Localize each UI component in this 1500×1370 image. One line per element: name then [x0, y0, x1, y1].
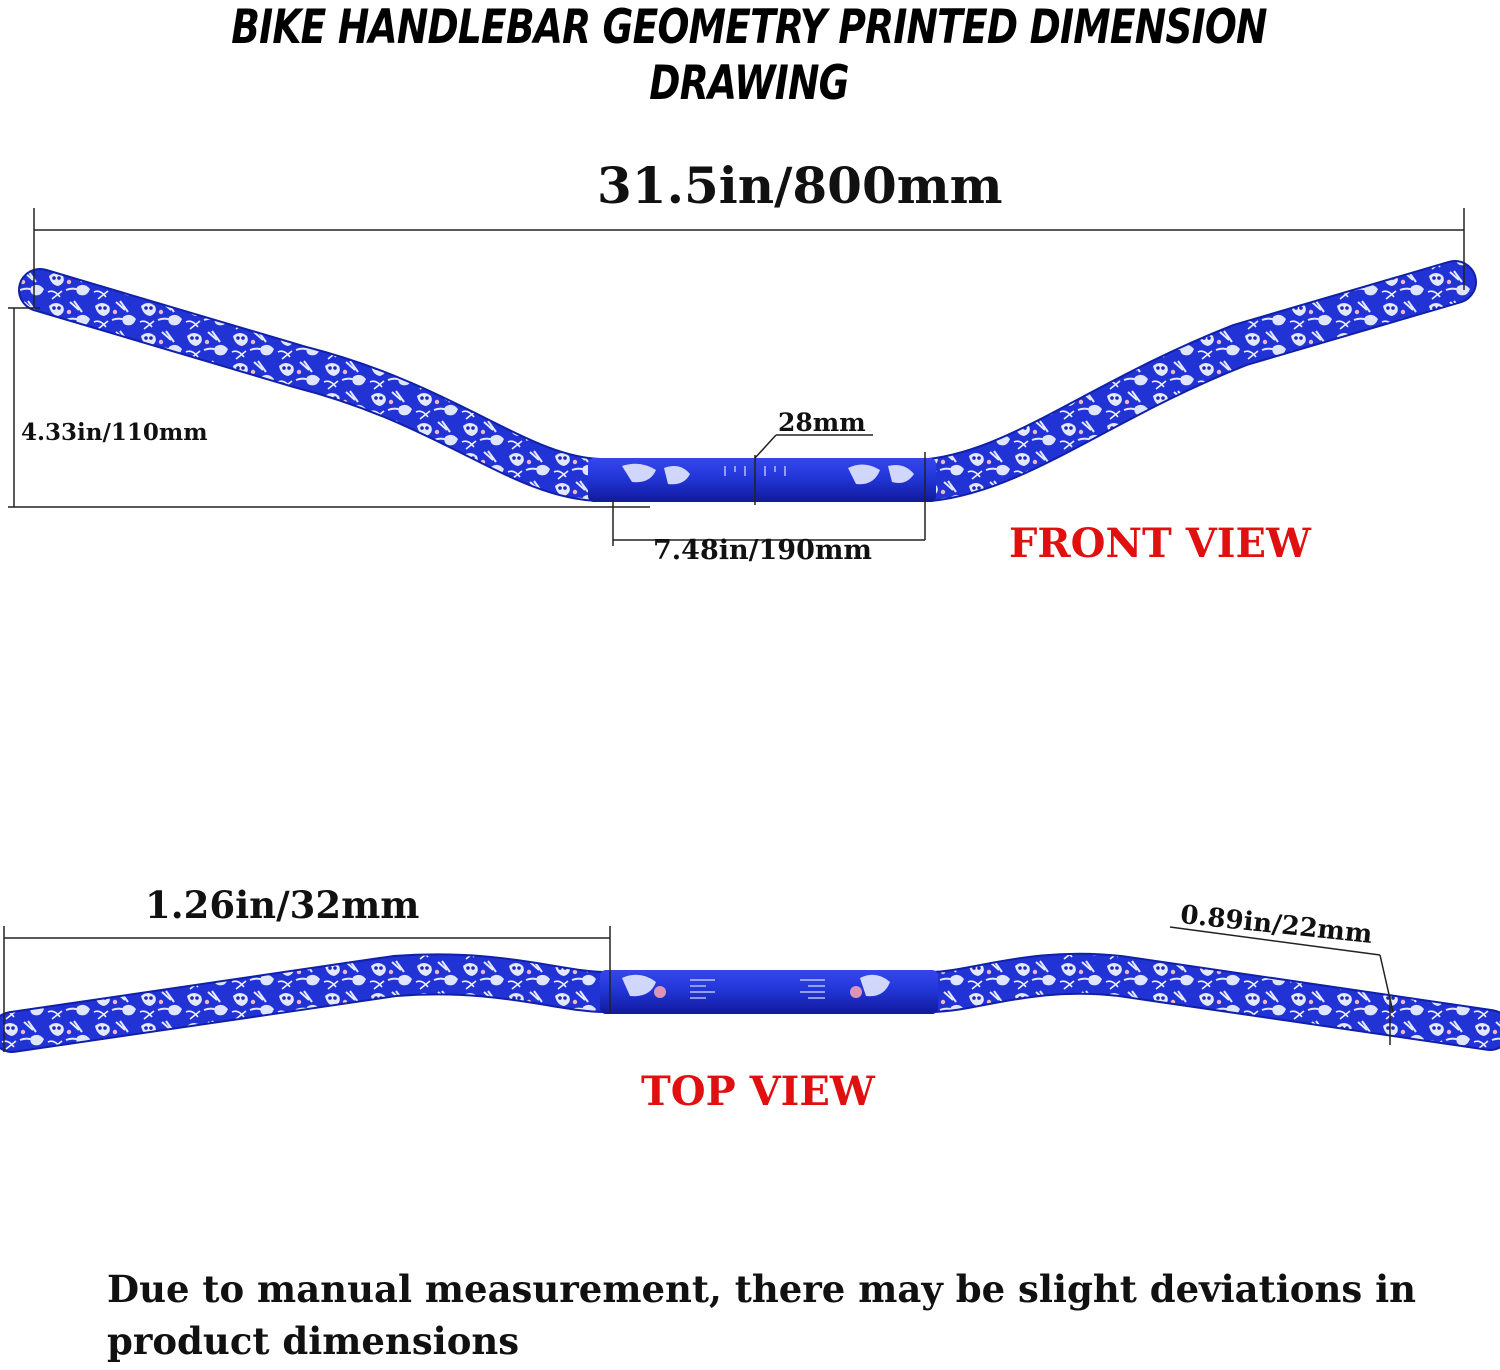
- front-total-width-dimension: [34, 208, 1464, 308]
- front-rise-label: 4.33in/110mm: [21, 419, 208, 446]
- front-clamp-diameter-label: 28mm: [778, 408, 866, 437]
- front-view-handlebar: [40, 282, 1455, 502]
- page-title: BIKE HANDLEBAR GEOMETRY PRINTED DIMENSION DRAWING: [231, 0, 1267, 111]
- front-view-label: FRONT VIEW: [1009, 520, 1311, 567]
- top-clamp-diameter-label: 1.26in/32mm: [145, 883, 420, 927]
- top-view-handlebar: [12, 970, 1490, 1032]
- front-clamp-width-label: 7.48in/190mm: [653, 535, 873, 566]
- top-clamp-section: [600, 970, 938, 1014]
- top-view-label: TOP VIEW: [641, 1068, 875, 1115]
- top-grip-diameter-label: 0.89in/22mm: [1178, 900, 1374, 950]
- measurement-disclaimer: Due to manual measurement, there may be slight deviations in product dimensions: [107, 1267, 1417, 1363]
- front-total-width-label: 31.5in/800mm: [597, 156, 1003, 215]
